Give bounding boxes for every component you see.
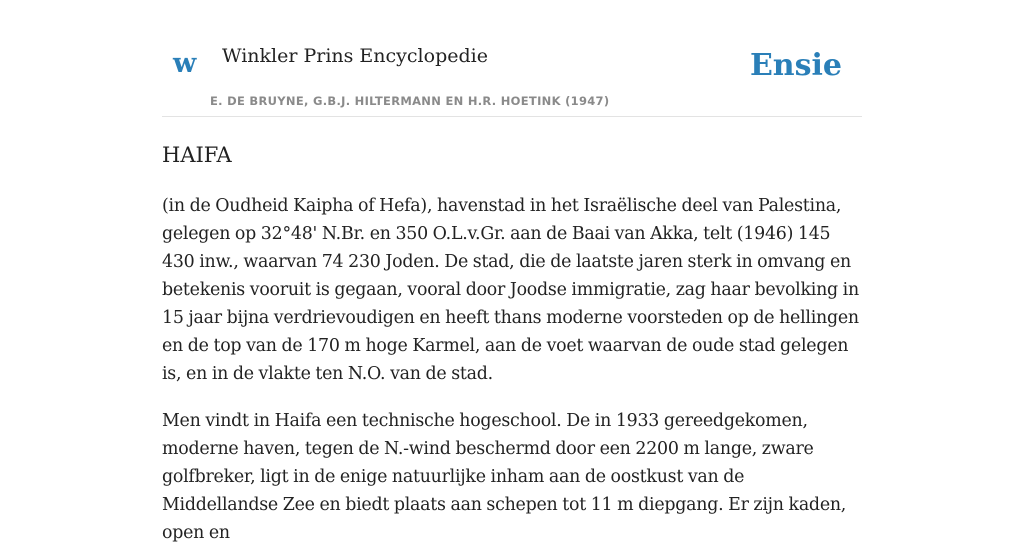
article-title: HAIFA [162, 143, 232, 167]
site-header [162, 0, 862, 117]
article [162, 140, 862, 547]
article-paragraph: Men vindt in Haifa een technische hogeschool. De in 1933 gereedgekomen, moderne haven, tegen de N.-wind beschermd door een 2200 m lange, zware golfbreker, ligt in de enige natuurlijke inham aan de oostkust van de Middellandse Zee en biedt plaats aan schepen tot 11 m diepgang. Er zijn kaden, open en [162, 411, 847, 543]
authors-line: E. DE BRUYNE, G.B.J. HILTERMANN EN H.R. HOETINK (1947) [210, 94, 610, 108]
ensie-brand-link[interactable]: Ensie [749, 48, 842, 83]
site-title[interactable]: Winkler Prins Encyclopedie [222, 45, 488, 67]
article-paragraph: (in de Oudheid Kaipha of Hefa), havenstad in het Israëlische deel van Palestina, gelegen op 32°48' N.Br. en 350 O.L.v.Gr. aan de Baai van Akka, telt (1946) 145 430 inw., waarvan 74 230 Joden. De stad, die de laatste jaren sterk in omvang en betekenis vooruit is gegaan, vooral door Joodse immigratie, zag haar bevolking in 15 jaar bijna verdrievoudigen en heeft thans moderne voorsteden op de hellingen en de top van de 170 m hoge Karmel, aan de voet waarvan de oude stad gelegen is, en in de vlakte ten N.O. van de stad. [162, 196, 859, 384]
winkler-prins-logo[interactable]: w [173, 48, 197, 79]
